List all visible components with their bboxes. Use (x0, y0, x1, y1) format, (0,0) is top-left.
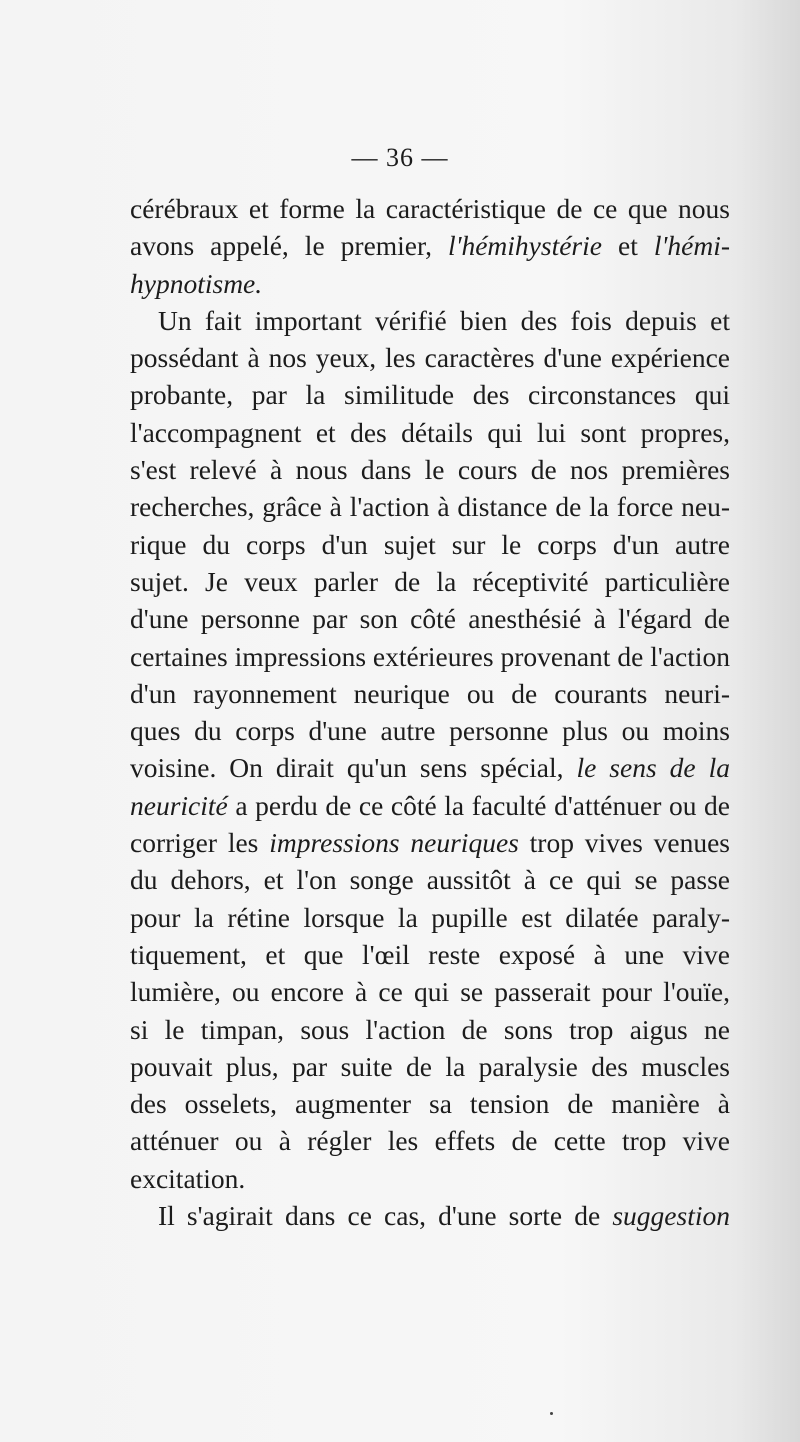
text-line (130, 787, 730, 824)
text-run: certaines impressions extérieures provenant de l'action (130, 640, 730, 672)
italic-text: l'hémihystérie (447, 230, 602, 262)
text-line (130, 451, 730, 488)
text-line (130, 265, 730, 302)
italic-text: l'hémi- (653, 230, 730, 262)
text-run: d'un rayonnement neurique ou de courants neuri- (130, 677, 730, 709)
body-text (130, 190, 730, 1234)
text-run: trop vives venues (518, 827, 730, 859)
text-line (130, 1160, 730, 1197)
text-run: Il s'agirait dans ce cas, d'une sorte de (158, 1200, 613, 1232)
text-run: recherches, grâce à l'action à distance de la force neu- (130, 491, 730, 523)
text-run: excitation. (130, 1162, 246, 1194)
text-run: atténuer ou à régler les effets de cette trop vive (130, 1125, 730, 1157)
italic-text: le sens de la (576, 752, 730, 784)
text-line (130, 526, 730, 563)
text-run: voisine. On dirait qu'un sens spécial, (130, 752, 577, 784)
text-run: pouvait plus, par suite de la paralysie des muscles (130, 1050, 730, 1082)
text-line (130, 339, 730, 376)
text-line (130, 1085, 730, 1122)
text-line (130, 973, 730, 1010)
italic-text: suggestion (612, 1200, 730, 1232)
text-run: et (601, 230, 654, 262)
text-line (130, 488, 730, 525)
text-run: du dehors, et l'on songe aussitôt à ce qui se passe (130, 864, 730, 896)
text-run: lumière, ou encore à ce qui se passerait pour l'ouïe, (130, 976, 730, 1008)
text-line (130, 861, 730, 898)
italic-text: hypnotisme. (130, 267, 263, 299)
text-run: sujet. Je veux parler de la réceptivité particulière (130, 565, 730, 597)
text-run: avons appelé, le premier, (130, 230, 448, 262)
text-run: a perdu de ce côté la faculté d'atténuer ou de (227, 789, 730, 821)
text-line (130, 936, 730, 973)
text-line (130, 638, 730, 675)
text-line (130, 414, 730, 451)
text-run: probante, par la similitude des circonstances qui (130, 379, 730, 411)
text-line (130, 899, 730, 936)
text-line (130, 1011, 730, 1048)
text-line (130, 227, 730, 264)
text-run: d'une personne par son côté anesthésié à l'égard de (130, 603, 730, 635)
text-line (130, 302, 730, 339)
text-line (130, 600, 730, 637)
text-line (130, 1048, 730, 1085)
text-run: corriger les (130, 827, 270, 859)
text-run: l'accompagnent et des détails qui lui sont propres, (130, 416, 730, 448)
text-run: pour la rétine lorsque la pupille est dilatée paraly- (130, 901, 730, 933)
text-run: Un fait important vérifié bien des fois depuis et (158, 304, 730, 336)
text-run: des osselets, augmenter sa tension de manière à (130, 1088, 730, 1120)
text-run: s'est relevé à nous dans le cours de nos premières (130, 454, 730, 486)
text-line (130, 675, 730, 712)
text-line (130, 1197, 730, 1234)
text-line (130, 563, 730, 600)
italic-text: neuricité (130, 789, 228, 821)
page-number: — 36 — (351, 143, 449, 172)
text-line (130, 824, 730, 861)
ink-speck (550, 1412, 553, 1415)
text-line (130, 190, 730, 227)
text-run: cérébraux et forme la caractéristique de ce que nous (130, 193, 730, 224)
text-line (130, 749, 730, 786)
text-run: possédant à nos yeux, les caractères d'une expérience (130, 342, 730, 374)
text-run: tiquement, et que l'œil reste exposé à une vive (130, 938, 730, 970)
text-line (130, 376, 730, 413)
text-run: si le timpan, sous l'action de sons trop aigus ne (130, 1013, 730, 1045)
text-line (130, 1122, 730, 1159)
text-run: ques du corps d'une autre personne plus ou moins (130, 715, 730, 747)
italic-text: impressions neuriques (269, 827, 519, 859)
text-line (130, 712, 730, 749)
text-run: rique du corps d'un sujet sur le corps d'un autre (130, 528, 730, 560)
